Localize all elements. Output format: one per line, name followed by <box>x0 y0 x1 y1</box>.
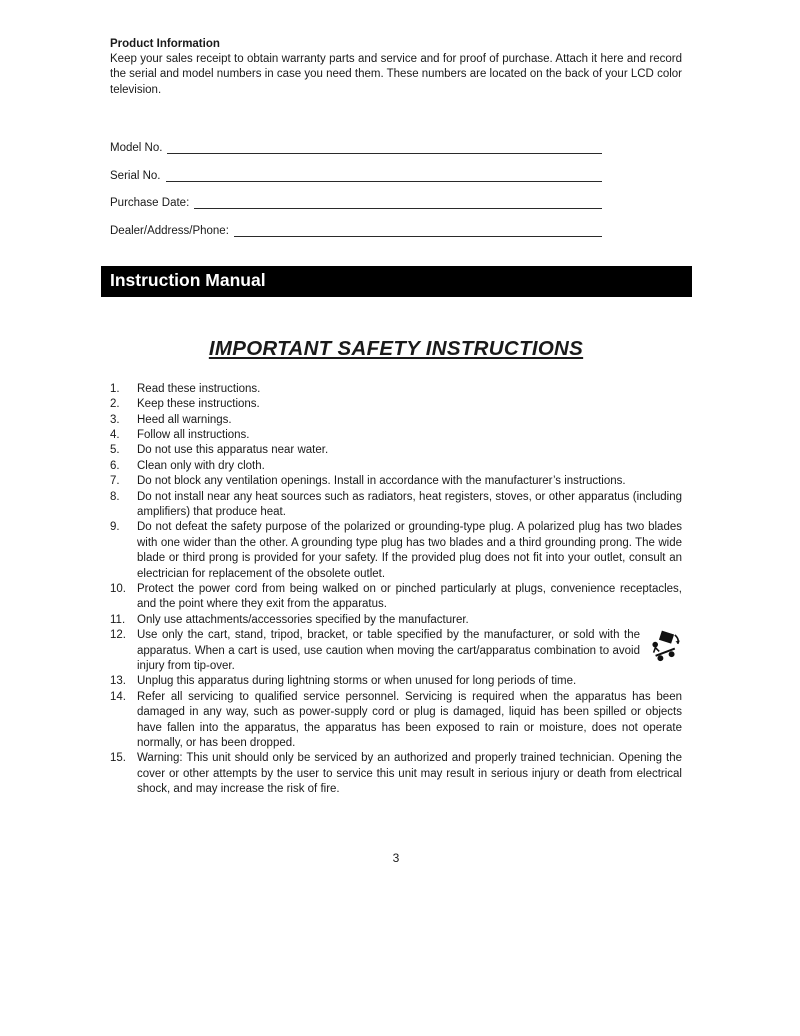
safety-instruction-text: Protect the power cord from being walked on or pinched particularly at plugs, convenience receptacles, and the point where they exit from the apparatus. <box>137 583 682 611</box>
safety-instruction-text: Do not install near any heat sources such as radiators, heat registers, stoves, or other apparatus (including amplifiers) that produce heat. <box>137 490 682 518</box>
dealer-address-phone-label: Dealer/Address/Phone: <box>110 224 229 237</box>
safety-instruction-item <box>110 397 682 412</box>
model-no-label: Model No. <box>110 142 163 155</box>
safety-instruction-text: Heed all warnings. <box>137 413 232 426</box>
safety-instruction-number: 14. <box>110 690 126 703</box>
instruction-manual-banner: Instruction Manual <box>101 266 692 297</box>
safety-instruction-text: Warning: This unit should only be serviced by an authorized and properly trained technician. Opening the cover or other attempts by the user to service this unit may result in serious injury or death from electrical shock, and may increase the risk of fire. <box>137 752 682 796</box>
safety-instructions-list <box>110 382 682 798</box>
product-information-heading: Product Information <box>110 38 220 50</box>
safety-instruction-number: 5. <box>110 444 120 457</box>
safety-instruction-number: 2. <box>110 398 120 411</box>
safety-instruction-number: 8. <box>110 490 120 503</box>
safety-instruction-number: 15. <box>110 752 126 765</box>
safety-instructions-heading: IMPORTANT SAFETY INSTRUCTIONS <box>208 336 584 360</box>
safety-instruction-item <box>110 628 682 674</box>
safety-instruction-number: 12. <box>110 629 126 642</box>
serial-no-blank-line <box>166 181 603 182</box>
safety-instruction-number: 1. <box>110 382 120 395</box>
purchase-date-label: Purchase Date: <box>110 197 190 210</box>
safety-instruction-number: 11. <box>110 613 126 626</box>
safety-instruction-text: Use only the cart, stand, tripod, bracket, or table specified by the manufacturer, or sold with the apparatus. When a cart is used, use caution when moving the cart/apparatus combination to avoid injury from tip-over. <box>137 628 682 674</box>
dealer-address-phone-blank-line <box>234 236 602 237</box>
safety-instruction-text: Do not block any ventilation openings. Install in accordance with the manufacturer’s instructions. <box>137 475 626 488</box>
safety-instruction-number: 7. <box>110 475 120 488</box>
safety-instruction-text: Only use attachments/accessories specified by the manufacturer. <box>137 613 469 626</box>
safety-instruction-item <box>110 428 682 443</box>
safety-instruction-item <box>110 582 682 613</box>
safety-instruction-text: Do not defeat the safety purpose of the polarized or grounding-type plug. A polarized plug has two blades with one wider than the other. A grounding type plug has two blades and a third grounding prong. The wide blade or third prong is provided for your safety. If the provided plug does not fit into your outlet, consult an electrician for replacement of the obsolete outlet. <box>137 521 682 580</box>
serial-no-label: Serial No. <box>110 169 161 182</box>
safety-instruction-item <box>110 674 682 689</box>
cart-tip-warning-icon <box>650 630 682 664</box>
purchase-date-blank-line <box>194 208 602 209</box>
safety-instruction-number: 13. <box>110 675 126 688</box>
safety-instruction-text: Unplug this apparatus during lightning storms or when unused for long periods of time. <box>137 675 577 688</box>
safety-instruction-text: Clean only with dry cloth. <box>137 459 265 472</box>
safety-instruction-item <box>110 413 682 428</box>
form-field-purchase-date <box>110 193 602 209</box>
safety-instruction-item <box>110 443 682 458</box>
safety-instruction-item <box>110 474 682 489</box>
form-field-model-no <box>110 138 602 154</box>
safety-instruction-item <box>110 459 682 474</box>
safety-instruction-item <box>110 751 682 797</box>
safety-instruction-text: Keep these instructions. <box>137 398 260 411</box>
safety-instruction-item <box>110 690 682 752</box>
safety-instruction-item <box>110 490 682 521</box>
product-information-paragraph: Keep your sales receipt to obtain warranty parts and service and for proof of purchase. Attach it here and record the serial and model numbers in case you need them. These numbers are located on the back of your LCD color television. <box>110 53 682 96</box>
safety-instruction-number: 3. <box>110 413 120 426</box>
safety-instruction-number: 4. <box>110 428 120 441</box>
safety-instruction-item <box>110 613 682 628</box>
safety-instruction-number: 6. <box>110 459 120 472</box>
safety-instruction-text: Do not use this apparatus near water. <box>137 444 329 457</box>
safety-instruction-text: Refer all servicing to qualified service personnel. Servicing is required when the apparatus has been damaged in any way, such as power-supply cord or plug is damaged, liquid has been spilled or objects have fallen into the apparatus, the apparatus has been exposed to rain or moisture, does not operate normally, or has been dropped. <box>137 690 682 750</box>
safety-instruction-text: Follow all instructions. <box>137 428 250 441</box>
safety-instruction-number: 9. <box>110 521 120 534</box>
safety-instruction-text: Read these instructions. <box>137 382 261 395</box>
safety-instruction-item <box>110 520 682 582</box>
form-field-dealer-address-phone <box>110 221 602 237</box>
form-field-serial-no <box>110 166 602 182</box>
model-no-blank-line <box>167 153 602 154</box>
safety-instruction-number: 10. <box>110 583 126 595</box>
page-number: 3 <box>392 851 400 865</box>
safety-instruction-item <box>110 382 682 397</box>
warranty-form-section <box>110 138 602 237</box>
